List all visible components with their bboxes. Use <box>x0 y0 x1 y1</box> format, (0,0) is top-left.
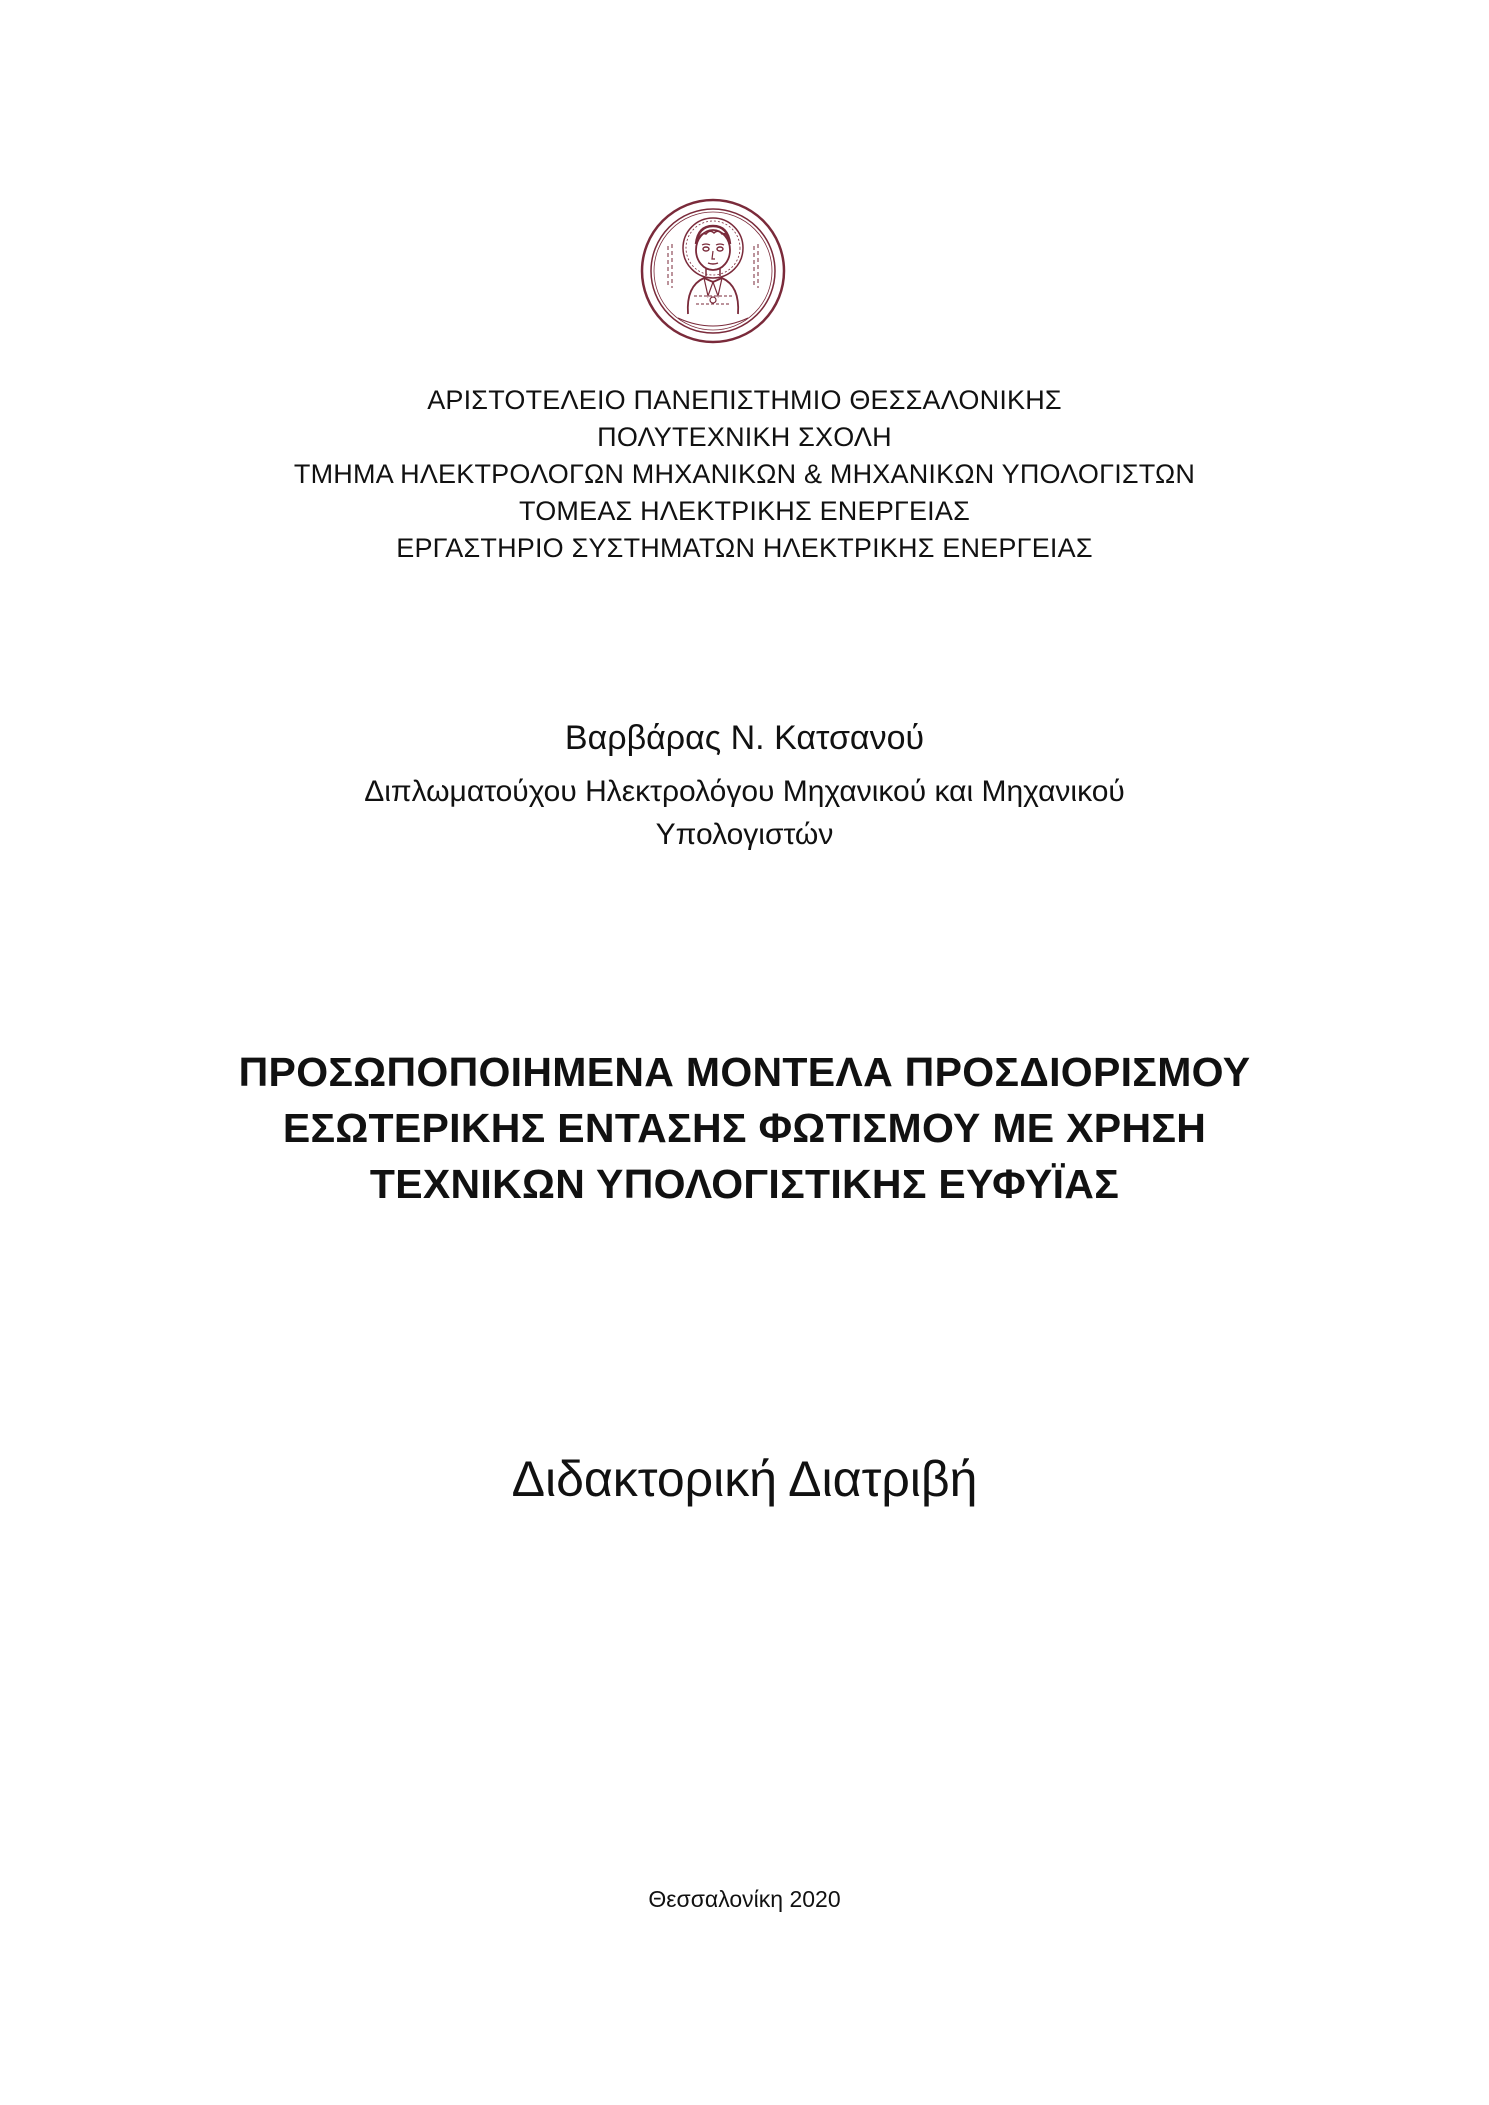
author-name: Βαρβάρας Ν. Κατσανού <box>564 719 925 757</box>
thesis-title-line-2: ΕΣΩΤΕΡΙΚΗΣ ΕΝΤΑΣΗΣ ΦΩΤΙΣΜΟΥ ΜΕ ΧΡΗΣΗ <box>282 1105 1207 1151</box>
university-seal-icon <box>638 196 788 346</box>
institution-department: ΤΜΗΜΑ ΗΛΕΚΤΡΟΛΟΓΩΝ ΜΗΧΑΝΙΚΩΝ & ΜΗΧΑΝΙΚΩΝ ΥΠΟΛΟΓΙΣΤΩΝ <box>293 459 1196 489</box>
institution-school: ΠΟΛΥΤΕΧΝΙΚΗ ΣΧΟΛΗ <box>597 422 892 452</box>
thesis-title-line-3: ΤΕΧΝΙΚΩΝ ΥΠΟΛΟΓΙΣΤΙΚΗΣ ΕΥΦΥΪΑΣ <box>369 1161 1120 1207</box>
author-degree-line-2: Υπολογιστών <box>655 818 834 851</box>
institution-division: ΤΟΜΕΑΣ ΗΛΕΚΤΡΙΚΗΣ ΕΝΕΡΓΕΙΑΣ <box>519 496 970 526</box>
institution-university: ΑΡΙΣΤΟΤΕΛΕΙΟ ΠΑΝΕΠΙΣΤΗΜΙΟ ΘΕΣΣΑΛΟΝΙΚΗΣ <box>427 385 1062 415</box>
document-type: Διδακτορική Διατριβή <box>511 1451 978 1507</box>
institution-laboratory: ΕΡΓΑΣΤΗΡΙΟ ΣΥΣΤΗΜΑΤΩΝ ΗΛΕΚΤΡΙΚΗΣ ΕΝΕΡΓΕΙΑΣ <box>396 533 1093 563</box>
place-and-year: Θεσσαλονίκη 2020 <box>648 1886 841 1912</box>
thesis-title-line-1: ΠΡΟΣΩΠΟΠΟΙΗΜΕΝΑ ΜΟΝΤΕΛΑ ΠΡΟΣΔΙΟΡΙΣΜΟΥ <box>238 1049 1251 1095</box>
author-degree-line-1: Διπλωματούχου Ηλεκτρολόγου Μηχανικού και Μηχανικού <box>364 775 1125 808</box>
